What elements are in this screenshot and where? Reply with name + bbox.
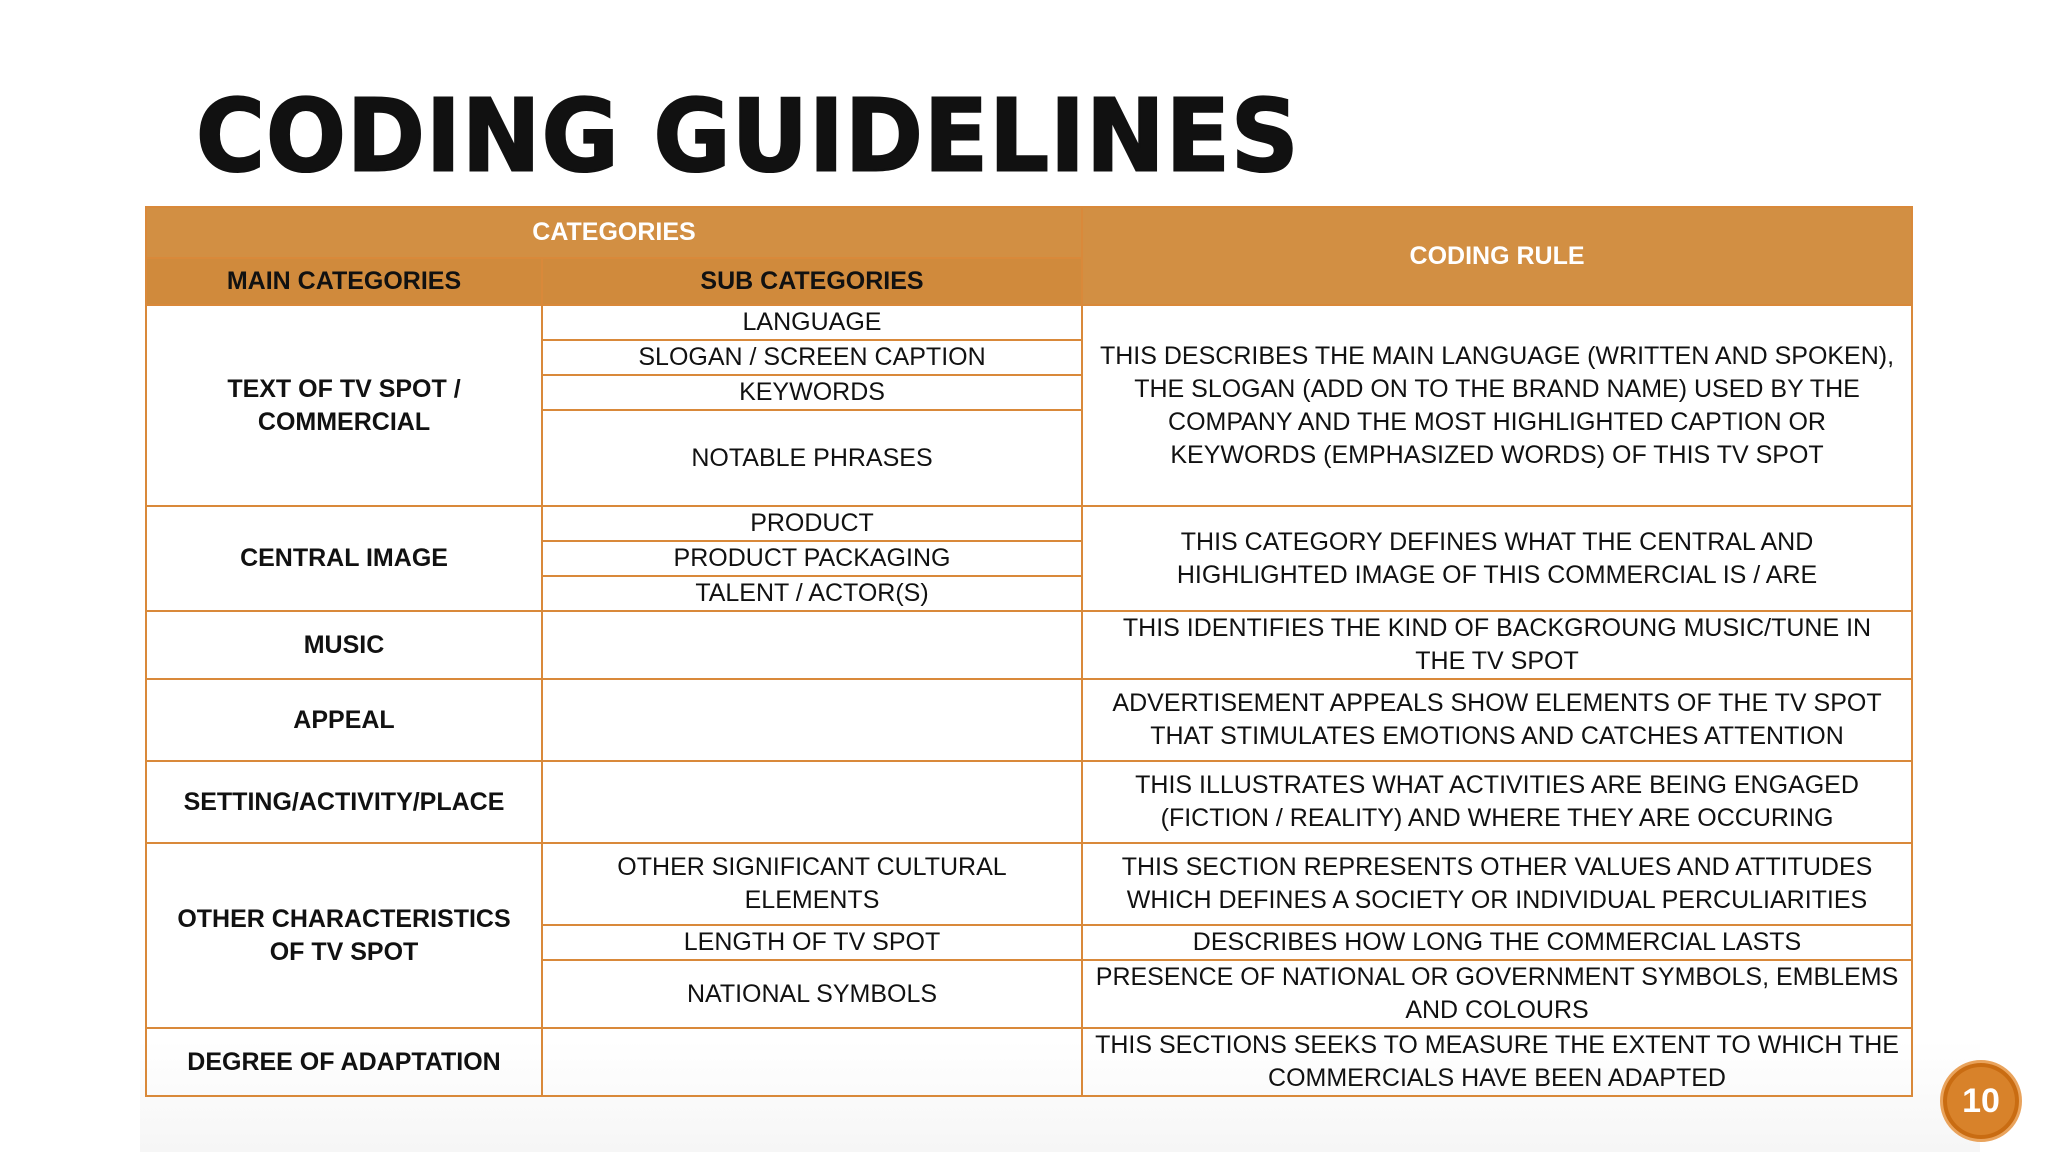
main-category-cell: CENTRAL IMAGE — [146, 506, 542, 611]
sub-category-cell — [542, 679, 1082, 761]
sub-category-cell: PRODUCT — [542, 506, 1082, 541]
main-category-cell: MUSIC — [146, 611, 542, 679]
main-category-cell: TEXT OF TV SPOT / COMMERCIAL — [146, 305, 542, 506]
page-number-badge — [1940, 1060, 2022, 1142]
sub-category-cell: LANGUAGE — [542, 305, 1082, 340]
coding-rule-cell: THIS CATEGORY DEFINES WHAT THE CENTRAL AND HIGHLIGHTED IMAGE OF THIS COMMERCIAL IS / ARE — [1082, 506, 1912, 611]
coding-rule-cell: DESCRIBES HOW LONG THE COMMERCIAL LASTS — [1082, 925, 1912, 960]
sub-category-cell: KEYWORDS — [542, 375, 1082, 410]
sub-category-cell: LENGTH OF TV SPOT — [542, 925, 1082, 960]
main-category-cell: APPEAL — [146, 679, 542, 761]
header-sub-categories: SUB CATEGORIES — [542, 258, 1082, 305]
coding-rule-cell: PRESENCE OF NATIONAL OR GOVERNMENT SYMBOLS, EMBLEMS AND COLOURS — [1082, 960, 1912, 1028]
slide-title: CODING GUIDELINES — [196, 79, 1300, 196]
main-category-cell: DEGREE OF ADAPTATION — [146, 1028, 542, 1096]
coding-rule-cell: THIS SECTION REPRESENTS OTHER VALUES AND ATTITUDES WHICH DEFINES A SOCIETY OR INDIVIDUAL PERCULIARITIES — [1082, 843, 1912, 925]
sub-category-cell: OTHER SIGNIFICANT CULTURAL ELEMENTS — [542, 843, 1082, 925]
sub-category-cell — [542, 761, 1082, 843]
coding-rule-cell: THIS DESCRIBES THE MAIN LANGUAGE (WRITTEN AND SPOKEN), THE SLOGAN (ADD ON TO THE BRAND NAME) USED BY THE COMPANY AND THE MOST HIGHLIGHTED CAPTION OR KEYWORDS (EMPHASIZED WORDS) OF THIS TV SPOT — [1082, 305, 1912, 506]
header-coding-rule: CODING RULE — [1082, 207, 1912, 305]
header-main-categories: MAIN CATEGORIES — [146, 258, 542, 305]
header-categories: CATEGORIES — [146, 207, 1082, 258]
page-number: 10 — [1962, 1081, 2000, 1120]
coding-rule-cell: ADVERTISEMENT APPEALS SHOW ELEMENTS OF THE TV SPOT THAT STIMULATES EMOTIONS AND CATCHES ATTENTION — [1082, 679, 1912, 761]
sub-category-cell: SLOGAN / SCREEN CAPTION — [542, 340, 1082, 375]
sub-category-cell: NATIONAL SYMBOLS — [542, 960, 1082, 1028]
sub-category-cell — [542, 611, 1082, 679]
coding-rule-cell: THIS IDENTIFIES THE KIND OF BACKGROUNG MUSIC/TUNE IN THE TV SPOT — [1082, 611, 1912, 679]
sub-category-cell: TALENT / ACTOR(S) — [542, 576, 1082, 611]
main-category-cell: SETTING/ACTIVITY/PLACE — [146, 761, 542, 843]
sub-category-cell: NOTABLE PHRASES — [542, 410, 1082, 506]
sub-category-cell: PRODUCT PACKAGING — [542, 541, 1082, 576]
sub-category-cell — [542, 1028, 1082, 1096]
coding-rule-cell: THIS SECTIONS SEEKS TO MEASURE THE EXTENT TO WHICH THE COMMERCIALS HAVE BEEN ADAPTED — [1082, 1028, 1912, 1096]
coding-rule-cell: THIS ILLUSTRATES WHAT ACTIVITIES ARE BEING ENGAGED (FICTION / REALITY) AND WHERE THEY ARE OCCURING — [1082, 761, 1912, 843]
main-category-cell: OTHER CHARACTERISTICS OF TV SPOT — [146, 843, 542, 1028]
coding-guidelines-table — [145, 206, 1913, 1097]
